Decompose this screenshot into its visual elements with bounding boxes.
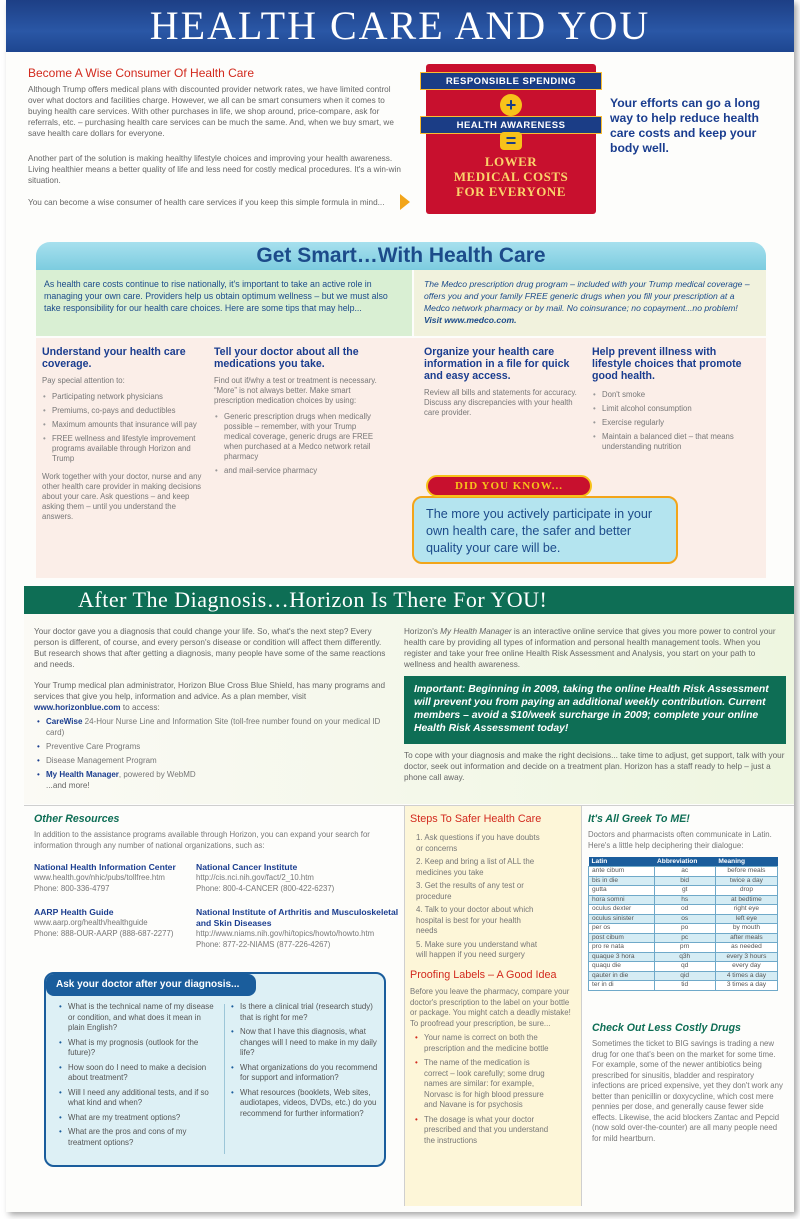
carewise-text: 24-Hour Nurse Line and Information Site (toll-free number found on your medical ID card) — [46, 717, 381, 737]
after-paragraph-1: Your doctor gave you a diagnosis that could change your life. So, what's the next step? Every person is different, of course, and every person's disease or condition will affect them differently. But research shows that after getting a diagnosis, many people have some of the same reactions and needs. — [34, 627, 386, 669]
list-item: • What is my prognosis (outlook for the future)? — [58, 1038, 218, 1059]
list-item: • Exercise regularly — [592, 418, 756, 428]
table-row — [589, 886, 778, 896]
carewise-link[interactable]: CareWise — [46, 717, 83, 726]
list-item: 2. Keep and bring a list of ALL the medicines you take — [416, 857, 535, 877]
after-paragraph-2-text: Your Trump medical plan administrator, Horizon Blue Cross Blue Shield, has many programs and services that give you help, information and advice. As a plan member, visit — [34, 681, 386, 701]
list-item: • What is the technical name of my disease or condition, and what does it mean in plain English? — [58, 1002, 218, 1034]
org-name: National Institute of Arthritis and Musculoskeletal and Skin Diseases — [196, 907, 399, 928]
mhm-paragraph-italic: My Health Manager — [440, 627, 512, 636]
list-item: • and mail-service pharmacy — [214, 466, 384, 476]
cell: pc — [654, 933, 715, 943]
list-item: • What are the pros and cons of my treatment options? — [58, 1127, 218, 1148]
tip-heading: Tell your doctor about all the medications you take. — [214, 346, 359, 370]
list-item: • Will I need any additional tests, and if so what kind and when? — [58, 1088, 218, 1109]
formula-line-2: HEALTH AWARENESS — [420, 116, 602, 134]
after-paragraph-2-end: to access: — [122, 703, 160, 712]
steps-heading: Steps To Safer Health Care — [410, 813, 542, 825]
cell: oculus sinister — [589, 914, 655, 924]
org-phone: Phone: 800-336-4797 — [34, 883, 110, 893]
cell: bid — [654, 876, 715, 886]
ask-doctor-heading: Ask your doctor after your diagnosis... — [46, 974, 256, 996]
column-header: Latin — [589, 857, 655, 867]
medco-callout — [414, 270, 766, 336]
tip-heading: Help prevent illness with lifestyle choices that promote good health. — [592, 346, 742, 382]
my-health-manager-link[interactable]: My Health Manager — [46, 770, 119, 779]
tip-intro: Find out if/why a test or treatment is necessary. “More” is not always better. Make smart prescription medication choices by using: — [214, 376, 377, 405]
list-item: • Maintain a balanced diet – that means understanding nutrition — [592, 432, 756, 452]
table-row — [589, 962, 778, 972]
proofing-section — [410, 969, 576, 1150]
column-header: Abbreviation — [654, 857, 715, 867]
tip-list — [592, 390, 756, 452]
divider — [581, 806, 582, 1206]
list-item — [34, 716, 392, 738]
formula-result — [426, 154, 596, 199]
cell: hora somni — [589, 895, 655, 905]
list-item: • Your name is correct on both the prescription and the medicine bottle — [414, 1033, 552, 1054]
proofing-list — [410, 1033, 552, 1146]
did-you-know-label: DID YOU KNOW... — [426, 475, 592, 497]
cell: gt — [654, 886, 715, 896]
intro-heading: Become A Wise Consumer Of Health Care — [28, 66, 255, 80]
table-row — [589, 924, 778, 934]
cell: as needed — [715, 943, 777, 953]
cell: os — [654, 914, 715, 924]
cell: po — [654, 924, 715, 934]
divider — [224, 1004, 225, 1154]
table-row — [589, 895, 778, 905]
after-right-column — [404, 626, 786, 670]
costly-drugs-text: Sometimes the ticket to BIG savings is trading a new drug for one that's been on the market for some time. For example, some of the newer antibiotics being prescribed for sinusitis, bladder and respiratory infections are priced expensive, yet they don't work any better than penicillin or doxycycline, which cost mere pennies per dose, and generally cause fewer side effects. Likewise, the acid blockers Zantac and Pepcid (now sold over-the-counter) are all many people need for mild heartburn. — [592, 1039, 783, 1143]
table-row — [589, 981, 778, 991]
did-you-know-box: The more you actively participate in your own health care, the safer and better quality your care will be. — [412, 496, 678, 564]
get-smart-intro: As health care costs continue to rise nationally, it's important to take an active role in managing your own care. Providers help us obtain optimum wellness – but we must also take responsibility for our health care choices. Here are some tips that may help... — [36, 270, 412, 336]
list-item: 3. Get the results of any test or procedure — [416, 881, 524, 901]
cell: qid — [654, 971, 715, 981]
tip-list — [42, 392, 202, 464]
ask-doctor-list-left — [58, 1002, 218, 1152]
table-row — [589, 933, 778, 943]
org-url[interactable]: http://www.niams.nih.gov/hi/topics/howto/howto.htm — [196, 929, 375, 938]
list-item: • How soon do I need to make a decision about treatment? — [58, 1063, 218, 1084]
after-left-column — [34, 626, 392, 791]
table-row — [589, 867, 778, 877]
cell: hs — [654, 895, 715, 905]
cell: right eye — [715, 905, 777, 915]
tip-intro: Pay special attention to: — [42, 376, 125, 385]
after-paragraph-2 — [34, 680, 392, 713]
cell: quaqu die — [589, 962, 655, 972]
important-notice: Important: Beginning in 2009, taking the online Health Risk Assessment will prevent you from paying an additional weekly contribution. Current members – avoid a $10/week surcharge in 2009; complete your online Health Risk Assessment today! — [404, 676, 786, 744]
cell: 3 times a day — [715, 981, 777, 991]
cell: per os — [589, 924, 655, 934]
cell: qauter in die — [589, 971, 655, 981]
list-item: • Is there a clinical trial (research study) that is right for me? — [230, 1002, 380, 1023]
list-item: • Now that I have this diagnosis, what changes will I need to make in my daily life? — [230, 1027, 380, 1059]
horizon-services-list — [34, 716, 392, 780]
table-row — [589, 952, 778, 962]
tip-medications — [214, 346, 384, 480]
arrow-right-icon — [400, 194, 410, 210]
cell: every day — [715, 962, 777, 972]
formula-result-line: FOR EVERYONE — [456, 184, 566, 199]
other-resources — [34, 813, 394, 851]
horizon-link[interactable]: www.horizonblue.com — [34, 703, 121, 712]
cell: q3h — [654, 952, 715, 962]
org-phone: Phone: 877-22-NIAMS (877-226-4267) — [196, 939, 331, 949]
tip-coverage — [42, 346, 202, 522]
cell: after meals — [715, 933, 777, 943]
steps-list — [410, 833, 540, 961]
cell: bis in die — [589, 876, 655, 886]
org-url[interactable]: http://cis.nci.nih.gov/fact/2_10.htm — [196, 873, 314, 882]
org-url[interactable]: www.health.gov/nhic/pubs/tollfree.htm — [34, 873, 165, 882]
cell: before meals — [715, 867, 777, 877]
cell: ter in di — [589, 981, 655, 991]
after-diagnosis-title: After The Diagnosis…Horizon Is There For YOU! — [78, 587, 548, 612]
table-row — [589, 876, 778, 886]
cell: post cibum — [589, 933, 655, 943]
formula-result-line: LOWER — [484, 154, 538, 169]
greek-heading: It's All Greek To ME! — [588, 813, 690, 825]
cell: left eye — [715, 914, 777, 924]
cell: every 3 hours — [715, 952, 777, 962]
mhm-paragraph-a: Horizon's — [404, 627, 438, 636]
efforts-callout: Your efforts can go a long way to help reduce health care costs and keep your body well. — [610, 96, 761, 155]
list-item: • What organizations do you recommend for support and information? — [230, 1063, 380, 1084]
cell: tid — [654, 981, 715, 991]
list-item: • Participating network physicians — [42, 392, 202, 402]
tip-heading: Organize your health care information in a file for quick and easy access. — [424, 346, 570, 382]
org-name: National Health Information Center — [34, 862, 176, 872]
list-item: 1. Ask questions if you have doubts or concerns — [416, 833, 540, 853]
org-entry — [34, 862, 194, 894]
other-resources-heading: Other Resources — [34, 813, 120, 825]
get-smart-title: Get Smart…With Health Care — [256, 244, 546, 267]
intro-paragraph-2: Another part of the solution is making healthy lifestyle choices and improving your health awareness. Living healthier means a better quality of life and less need for costly medical procedures. It's a win-win situation. — [28, 154, 401, 185]
org-phone: Phone: 888-OUR-AARP (888-687-2277) — [34, 928, 174, 938]
get-smart-header — [36, 242, 766, 270]
tip-intro: Review all bills and statements for accuracy. Discuss any discrepancies with your health care provider. — [424, 388, 577, 417]
tip-heading: Understand your health care coverage. — [42, 346, 186, 370]
proofing-intro: Before you leave the pharmacy, compare your doctor's prescription to the label on your bottle or package. You might catch a deadly mistake! To proofread your prescription, be sure... — [410, 987, 571, 1028]
cell: od — [654, 905, 715, 915]
mhm-paragraph-b: is an interactive online service that gives you more power to control your health care by providing all types of information and personal health management tools. When you register and take your free online Health Risk Assessment and Analysis, you start on your path to wellness and health awareness. — [404, 627, 776, 669]
intro-paragraph-1: Although Trump offers medical plans with discounted provider network rates, we have limited control over what doctors and facilities charge. However, we all can be smart consumers when it comes to buying health care services. With other purchases in life, we shop around, price-compare, ask for referrals, etc. – purchasing health care services can be much the same. And, when we buy smart, we save health care dollars for everyone. — [28, 85, 394, 138]
list-item: • The name of the medication is correct – look carefully; some drug names are similar: for example, Norvasc is for high blood pressure and Navane is for psychosis — [414, 1058, 552, 1111]
formula-line-1: RESPONSIBLE SPENDING — [420, 72, 602, 90]
org-entry — [196, 907, 401, 950]
tip-outro: Work together with your doctor, nurse and any other health care provider in making decisions about your care. Ask questions – and keep asking them – until you understand the answers. — [42, 472, 202, 521]
tip-organize — [424, 346, 582, 418]
cell: twice a day — [715, 876, 777, 886]
table-row — [589, 943, 778, 953]
org-phone: Phone: 800-4-CANCER (800-422-6237) — [196, 883, 335, 893]
intro-paragraph-3: You can become a wise consumer of health care services if you keep this simple formula in mind... — [28, 198, 385, 207]
tip-list — [214, 412, 384, 476]
cell: quaque 3 hora — [589, 952, 655, 962]
latin-table — [588, 857, 778, 991]
cell: by mouth — [715, 924, 777, 934]
after-diagnosis-header — [24, 586, 794, 614]
cell: ante cibum — [589, 867, 655, 877]
mhm-text: , powered by WebMD — [118, 770, 196, 779]
table-row — [589, 905, 778, 915]
list-item: • Don't smoke — [592, 390, 756, 400]
newsletter-page — [6, 0, 794, 1212]
greek-intro: Doctors and pharmacists often communicate in Latin. Here's a little help deciphering their dialogue: — [588, 830, 772, 850]
list-item — [34, 769, 392, 780]
list-item: • Preventive Care Programs — [34, 741, 392, 752]
ask-doctor-list-right — [230, 1002, 380, 1123]
formula-badge — [426, 64, 596, 214]
list-item: • Maximum amounts that insurance will pay — [42, 420, 202, 430]
plus-icon: + — [500, 94, 522, 116]
banner — [6, 0, 794, 52]
cell: ac — [654, 867, 715, 877]
page-title: HEALTH CARE AND YOU — [149, 3, 651, 48]
cell: pro re nata — [589, 943, 655, 953]
list-item: • What are my treatment options? — [58, 1113, 218, 1124]
list-item: 4. Talk to your doctor about which hospital is best for your health needs — [416, 905, 534, 935]
list-item: • FREE wellness and lifestyle improvement programs available through Horizon and Trump — [42, 434, 202, 464]
greek-section — [588, 813, 784, 991]
list-item: • Premiums, co-pays and deductibles — [42, 406, 202, 416]
org-entry — [196, 862, 396, 894]
cell: at bedtime — [715, 895, 777, 905]
cell: gutta — [589, 886, 655, 896]
cell: drop — [715, 886, 777, 896]
table-row — [589, 914, 778, 924]
proofing-heading: Proofing Labels – A Good Idea — [410, 969, 557, 981]
medco-text: The Medco prescription drug program – included with your Trump medical coverage – offers you and your family FREE generic drugs when you fill your prescription at a Medco network pharmacy or by mail. No coinsurance; no copayment...no problem! — [424, 279, 750, 313]
formula-result-line: MEDICAL COSTS — [453, 169, 569, 184]
and-more-text: ...and more! — [46, 781, 90, 790]
cell: prn — [654, 943, 715, 953]
steps-section — [410, 813, 576, 964]
org-url[interactable]: www.aarp.org/health/healthguide — [34, 918, 148, 927]
list-item: • The dosage is what your doctor prescribed and that you understand the instructions — [414, 1115, 552, 1147]
equals-icon: = — [500, 132, 522, 150]
cope-paragraph: To cope with your diagnosis and make the right decisions... take time to adjust, get support, talk with your doctor, seek out information and decide on a treatment plan. Horizon has a staff ready to help – just a phone call away. — [404, 751, 785, 782]
table-row — [589, 971, 778, 981]
list-item: 5. Make sure you understand what will happen if you need surgery — [416, 939, 538, 959]
org-entry — [34, 907, 194, 939]
costly-drugs-section — [592, 1022, 784, 1144]
cell: oculus dexter — [589, 905, 655, 915]
costly-drugs-heading: Check Out Less Costly Drugs — [592, 1022, 741, 1034]
tip-prevent — [592, 346, 756, 456]
medco-link[interactable]: Visit www.medco.com. — [424, 315, 517, 325]
org-name: AARP Health Guide — [34, 907, 114, 917]
list-item: • Generic prescription drugs when medically possible – remember, with your Trump medical coverage, generic drugs are FREE when purchased at a Medco network retail pharmacy — [214, 412, 384, 462]
org-name: National Cancer Institute — [196, 862, 298, 872]
list-item: • What resources (booklets, Web sites, audiotapes, videos, DVDs, etc.) do you recommend for further information? — [230, 1088, 380, 1120]
other-resources-intro: In addition to the assistance programs available through Horizon, you can expand your search for information through any number of national organizations, such as: — [34, 830, 370, 850]
cell: qd — [654, 962, 715, 972]
list-item: • Disease Management Program — [34, 755, 392, 766]
cell: 4 times a day — [715, 971, 777, 981]
mhm-paragraph — [404, 626, 786, 670]
column-header: Meaning — [715, 857, 777, 867]
list-item: • Limit alcohol consumption — [592, 404, 756, 414]
